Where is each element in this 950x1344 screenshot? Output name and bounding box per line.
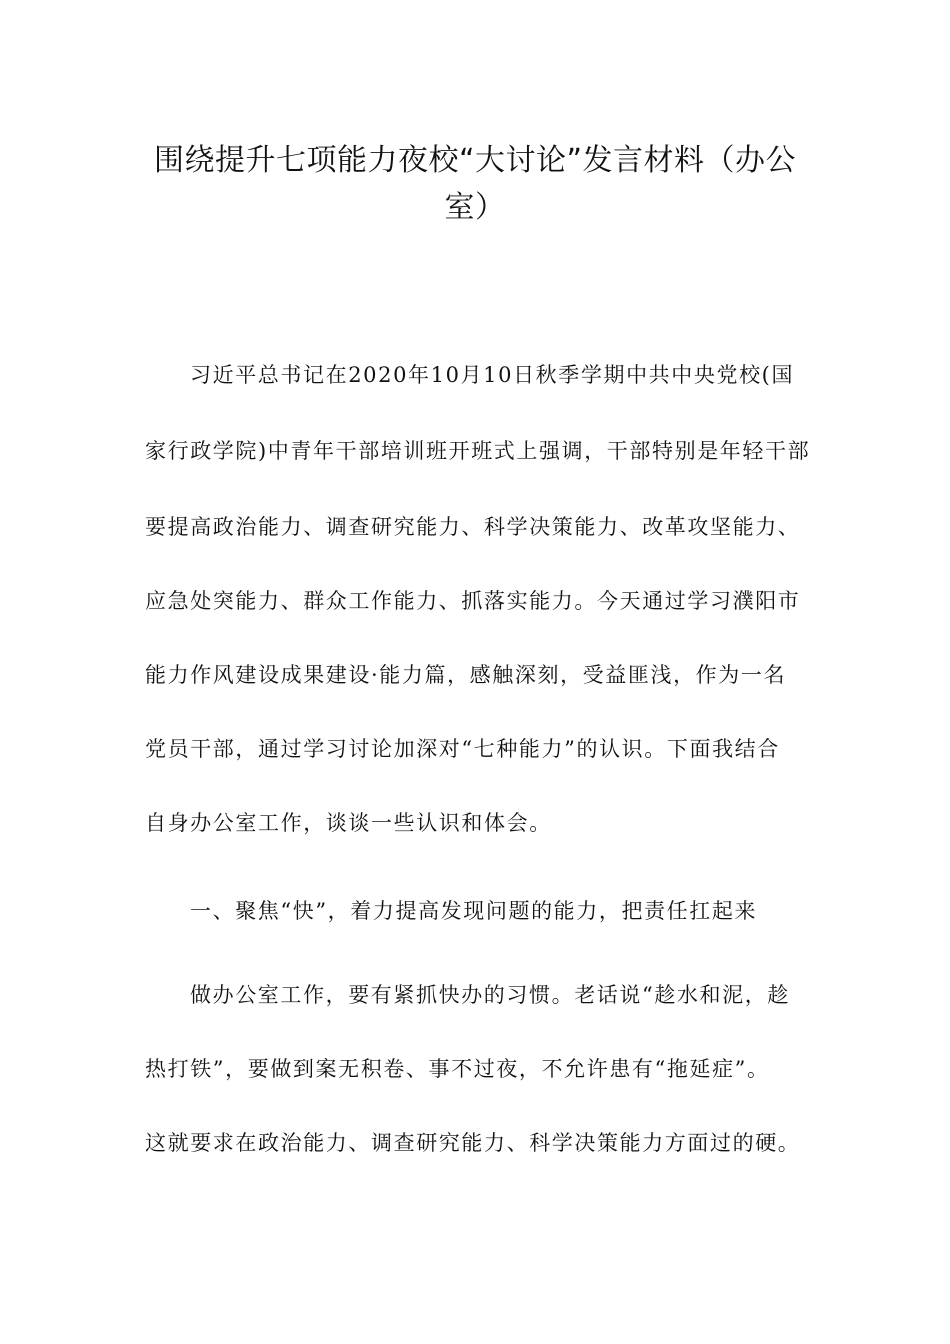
paragraph-1-line-2: 家行政学院)中青年干部培训班开班式上强调，干部特别是年轻干部 xyxy=(145,439,811,463)
paragraph-1-line-4: 应急处突能力、群众工作能力、抓落实能力。今天通过学习濮阳市 xyxy=(145,589,801,613)
document-title-line-1: 围绕提升七项能力夜校“大讨论”发言材料（办公 xyxy=(153,143,797,178)
paragraph-1-line-5: 能力作风建设成果建设·能力篇，感触深刻，受益匪浅，作为一名 xyxy=(145,663,787,687)
paragraph-1-line-3: 要提高政治能力、调查研究能力、科学决策能力、改革攻坚能力、 xyxy=(145,515,801,539)
paragraph-1-line-1: 习近平总书记在2020年10月10日秋季学期中共中央党校(国 xyxy=(190,363,795,387)
paragraph-1-line-6: 党员干部，通过学习讨论加深对“七种能力”的认识。下面我结合 xyxy=(145,737,780,761)
paragraph-1-line-7: 自身办公室工作，谈谈一些认识和体会。 xyxy=(145,811,552,835)
document-title-line-2: 室） xyxy=(444,190,506,225)
paragraph-2-line-1: 做办公室工作，要有紧抓快办的习惯。老话说“趁水和泥，趁 xyxy=(190,983,790,1007)
paragraph-2-line-2: 热打铁”，要做到案无积卷、事不过夜，不允许患有“拖延症”。 xyxy=(145,1057,770,1081)
paragraph-2-line-3: 这就要求在政治能力、调查研究能力、科学决策能力方面过的硬。 xyxy=(145,1131,801,1155)
section-heading-1: 一、聚焦“快”，着力提高发现问题的能力，把责任扛起来 xyxy=(190,899,758,923)
